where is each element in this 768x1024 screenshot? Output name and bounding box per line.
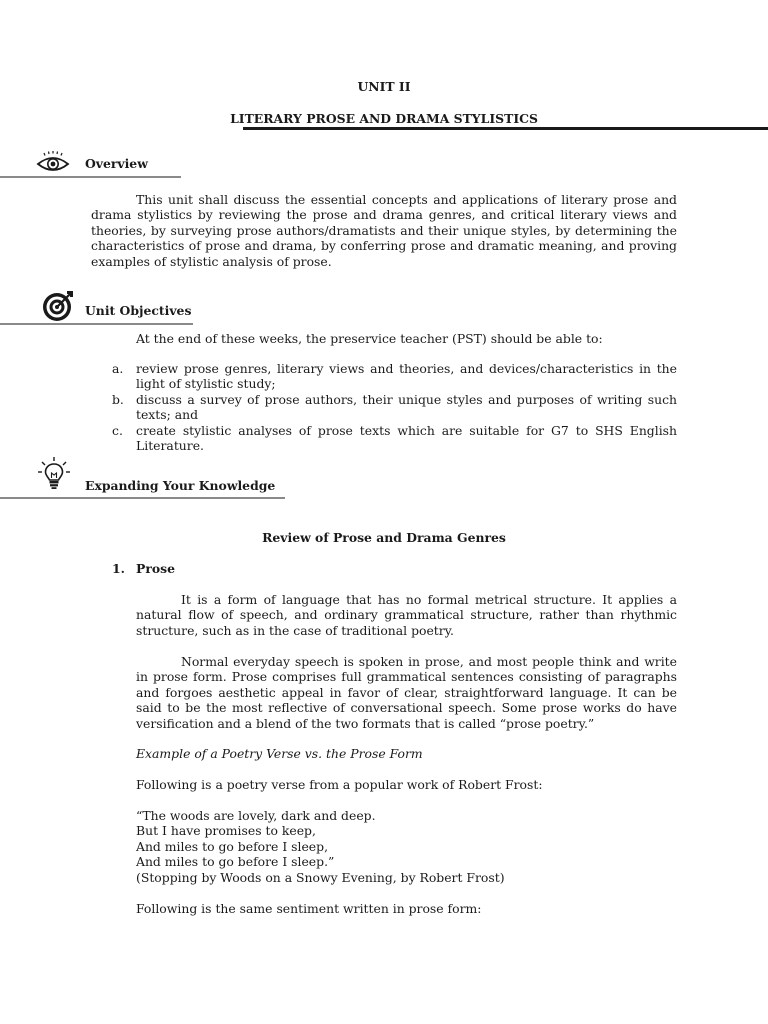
poem-block	[136, 808, 677, 885]
review-heading: Review of Prose and Drama Genres	[262, 530, 506, 545]
target-icon	[40, 288, 76, 324]
list-marker: a.	[112, 361, 124, 376]
objectives-rule	[0, 323, 193, 325]
unit-title: UNIT II	[357, 79, 411, 94]
overview-rule	[0, 176, 181, 178]
prose-para-2: Normal everyday speech is spoken in prose, and most people think and write in prose form. Prose comprises full grammatical sentences consisting of paragraphs and forgoes aesthetic appeal in favor of clear, straightforward language. It can be said to be the most reflective of conversational speech. Some prose works do have versification and a blend of the two formats that is called “prose poetry.”	[136, 654, 677, 731]
list-item-text: review prose genres, literary views and theories, and devices/characteristics in the light of stylistic study;	[136, 361, 677, 392]
poem-line: But I have promises to keep,	[136, 823, 316, 839]
overview-text: This unit shall discuss the essential concepts and applications of literary prose and drama stylistics by reviewing the prose and drama genres, and critical literary views and theories, by surveying prose authors/dramatists and their unique styles, by determining the characteristics of prose and drama, by conferring prose and dramatic meaning, and proving examples of stylistic analysis of prose.	[91, 192, 677, 269]
prose-heading	[112, 561, 175, 576]
poem-line: And miles to go before I sleep.”	[136, 854, 335, 870]
expanding-heading: Expanding Your Knowledge	[85, 478, 276, 493]
expanding-rule	[0, 497, 285, 499]
objectives-list	[112, 361, 677, 453]
objectives-intro: At the end of these weeks, the preservice teacher (PST) should be able to:	[136, 331, 603, 346]
page-title: LITERARY PROSE AND DRAMA STYLISTICS	[230, 111, 538, 126]
list-item-text: create stylistic analyses of prose texts which are suitable for G7 to SHS English Literature.	[136, 422, 677, 454]
title-rule	[243, 127, 768, 130]
list-marker: c.	[112, 422, 123, 438]
example-heading: Example of a Poetry Verse vs. the Prose Form	[136, 746, 423, 761]
list-item	[112, 423, 677, 454]
list-item	[112, 361, 677, 392]
overview-heading: Overview	[85, 156, 148, 171]
following-poetry-text: Following is a poetry verse from a popular work of Robert Frost:	[136, 777, 543, 792]
prose-number: 1.	[112, 561, 125, 576]
poem-line: “The woods are lovely, dark and deep.	[136, 808, 376, 823]
following-prose-text: Following is the same sentiment written in prose form:	[136, 901, 482, 916]
prose-para-1: It is a form of language that has no formal metrical structure. It applies a natural flow of speech, and ordinary grammatical structure, rather than rhythmic structure, such as in the case of traditional poetry.	[136, 592, 677, 638]
list-marker: b.	[112, 391, 124, 407]
poem-citation: (Stopping by Woods on a Snowy Evening, by Robert Frost)	[136, 869, 505, 885]
list-item-text: discuss a survey of prose authors, their unique styles and purposes of writing such texts; and	[136, 391, 677, 423]
prose-label: Prose	[136, 561, 175, 576]
poem-line: And miles to go before I sleep,	[136, 838, 329, 854]
list-item	[112, 392, 677, 423]
objectives-heading: Unit Objectives	[85, 303, 192, 318]
lightbulb-icon	[36, 456, 72, 492]
